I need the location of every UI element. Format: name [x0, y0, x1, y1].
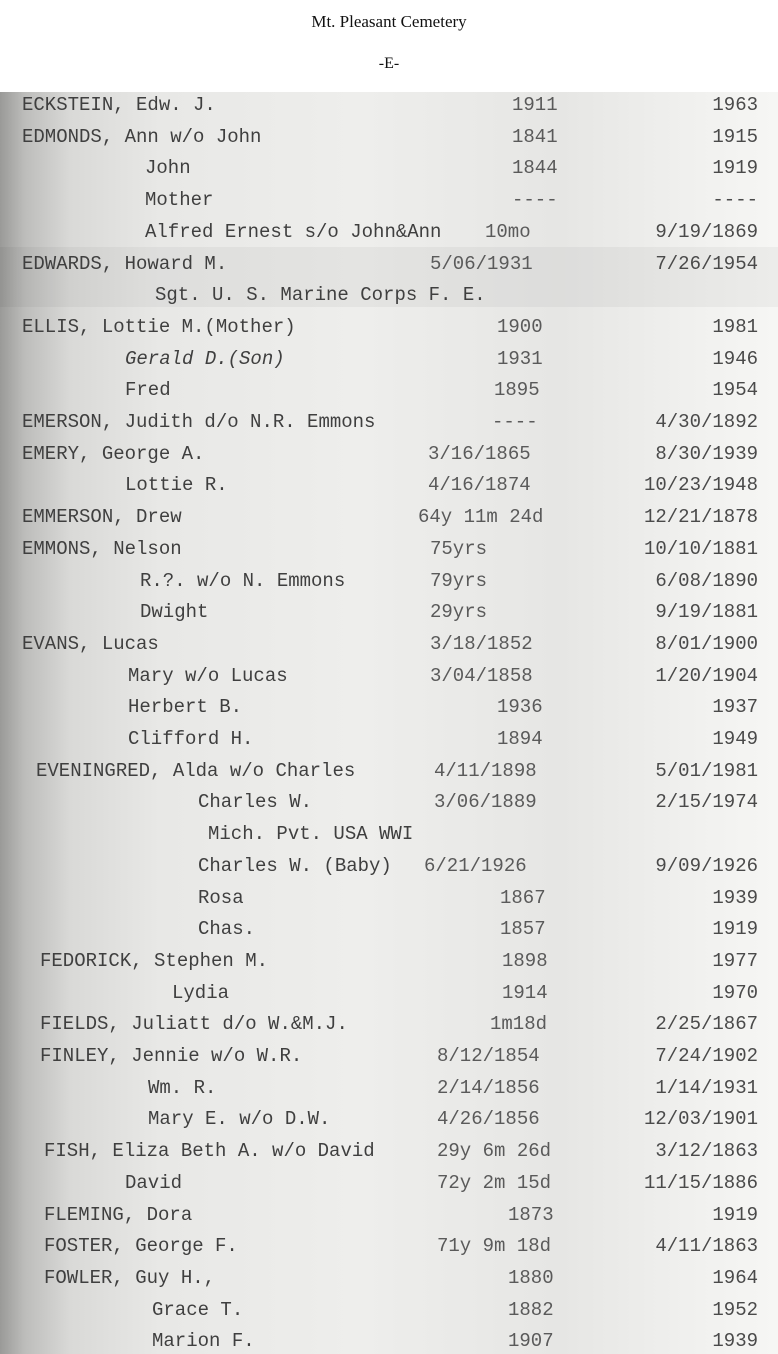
table-row [0, 791, 778, 821]
entry-name: EMERY, George A. [22, 442, 205, 465]
table-row [0, 253, 778, 283]
entry-died: 10/10/1881 [643, 537, 758, 560]
entry-died: 2/25/1867 [655, 1013, 758, 1036]
entry-born: 79yrs [430, 569, 488, 592]
entry-name: Mary E. w/o D.W. [148, 1108, 331, 1131]
table-row [0, 1013, 778, 1043]
table-row [0, 823, 778, 853]
entry-name: Clifford H. [128, 728, 254, 750]
entry-name: Grace T. [152, 1298, 244, 1321]
table-row [0, 982, 778, 1012]
entry-born: 1841 [512, 125, 558, 148]
page-header [0, 0, 778, 92]
table-row [0, 189, 778, 219]
table-row [0, 316, 778, 346]
entry-died: 9/19/1881 [655, 601, 758, 624]
table-row [0, 538, 778, 568]
entry-died: 1952 [712, 1298, 758, 1321]
section-letter: -E- [378, 55, 400, 72]
entry-name: FOWLER, Guy H., [44, 1266, 216, 1289]
entry-died: 12/03/1901 [643, 1108, 758, 1131]
entry-name: Dwight [140, 601, 209, 624]
table-row [0, 1045, 778, 1075]
entry-born: 1900 [497, 315, 543, 338]
entry-born: 5/06/1931 [430, 252, 533, 275]
entry-died: 1964 [712, 1266, 758, 1289]
entry-died: 1919 [712, 918, 758, 941]
table-row [0, 411, 778, 441]
entry-name: Alfred Ernest s/o John&Ann [145, 220, 442, 243]
entry-born: 10mo [485, 220, 531, 243]
entry-born: 1m18d [490, 1013, 548, 1036]
entry-name: David [125, 1171, 183, 1194]
entry-born: 75yrs [430, 537, 488, 560]
table-row [0, 601, 778, 631]
entry-born: 1931 [497, 347, 543, 370]
entry-born: 1844 [512, 157, 558, 180]
entry-died: 9/19/1869 [655, 220, 758, 243]
entry-born: 72y 2m 15d [437, 1171, 552, 1194]
entry-name: Sgt. U. S. Marine Corps F. E. [155, 284, 486, 307]
entry-name: R.?. w/o N. Emmons [140, 569, 346, 592]
entry-died: 5/01/1981 [655, 759, 758, 782]
entry-born: 1911 [512, 94, 558, 116]
entry-name: Gerald D.(Son) [125, 347, 285, 370]
table-row [0, 918, 778, 948]
entry-died: 1939 [712, 886, 758, 909]
table-row [0, 760, 778, 790]
entry-name: EMMERSON, Drew [22, 506, 182, 529]
entry-died: 1949 [712, 728, 758, 750]
cemetery-record-sheet [0, 92, 778, 1354]
table-row [0, 221, 778, 251]
entry-name: EVANS, Lucas [22, 632, 159, 655]
entry-born: 3/04/1858 [430, 664, 533, 687]
entry-name: FEDORICK, Stephen M. [40, 949, 269, 972]
table-row [0, 506, 778, 536]
entry-died: 1915 [712, 125, 758, 148]
entry-name: ELLIS, Lottie M.(Mother) [22, 315, 296, 338]
entry-born: 4/16/1874 [428, 474, 531, 497]
entry-born: 3/16/1865 [428, 442, 531, 465]
entry-name: EVENINGRED, Alda w/o Charles [36, 759, 356, 782]
entry-name: ECKSTEIN, Edw. J. [22, 94, 216, 116]
entry-died: 8/01/1900 [655, 632, 758, 655]
entry-name: Lottie R. [125, 474, 228, 497]
entry-died: 1946 [712, 347, 758, 370]
table-row [0, 728, 778, 758]
entry-died: 1977 [712, 949, 758, 972]
entry-born: 1907 [508, 1330, 554, 1353]
entry-born: 1936 [497, 696, 543, 719]
entry-died: 1963 [712, 94, 758, 116]
table-row [0, 443, 778, 473]
entry-name: Wm. R. [148, 1076, 217, 1099]
entry-name: Fred [125, 379, 171, 402]
entry-died: 8/30/1939 [655, 442, 758, 465]
table-row [0, 1330, 778, 1354]
entry-born: 71y 9m 18d [437, 1235, 552, 1258]
entry-name: Mich. Pvt. USA WWI [208, 823, 414, 846]
entry-died: 4/30/1892 [655, 411, 758, 433]
entry-died: 4/11/1863 [655, 1235, 758, 1258]
table-row [0, 1299, 778, 1329]
table-row [0, 570, 778, 600]
entry-name: Lydia [172, 981, 230, 1004]
table-row [0, 1077, 778, 1107]
table-row [0, 1267, 778, 1297]
table-row [0, 855, 778, 885]
entry-died: 1919 [712, 1203, 758, 1226]
entry-born: 1894 [497, 728, 543, 750]
entry-born: 29yrs [430, 601, 488, 624]
entry-name: Rosa [198, 886, 244, 909]
entry-born: 1882 [508, 1298, 554, 1321]
table-row [0, 633, 778, 663]
table-row [0, 157, 778, 187]
entry-name: FINLEY, Jennie w/o W.R. [40, 1045, 303, 1067]
entry-born: 1857 [500, 918, 546, 941]
table-row [0, 1108, 778, 1138]
entry-died: 12/21/1878 [643, 506, 758, 529]
entry-died: 1919 [712, 157, 758, 180]
entry-died: 10/23/1948 [643, 474, 758, 497]
entry-born: ---- [492, 411, 538, 433]
table-row [0, 1172, 778, 1202]
entry-name: Charles W. (Baby) [198, 854, 392, 877]
entry-name: Mary w/o Lucas [128, 664, 288, 687]
entry-died: ---- [712, 189, 758, 212]
entry-name: Charles W. [198, 791, 313, 814]
entry-name: EDMONDS, Ann w/o John [22, 125, 262, 148]
entry-name: EDWARDS, Howard M. [22, 252, 228, 275]
entry-born: 1895 [494, 379, 540, 402]
table-row [0, 284, 778, 314]
table-row [0, 950, 778, 980]
entry-born: 4/11/1898 [434, 759, 537, 782]
entry-died: 6/08/1890 [655, 569, 758, 592]
table-row [0, 665, 778, 695]
table-row [0, 1140, 778, 1170]
table-row [0, 887, 778, 917]
entry-died: 3/12/1863 [655, 1140, 758, 1163]
entry-died: 1970 [712, 981, 758, 1004]
entry-born: 1867 [500, 886, 546, 909]
entry-born: 1914 [502, 981, 548, 1004]
entry-born: 64y 11m 24d [418, 506, 544, 529]
entry-born: 1898 [502, 949, 548, 972]
entry-name: FLEMING, Dora [44, 1203, 193, 1226]
table-row [0, 474, 778, 504]
table-row [0, 348, 778, 378]
entry-died: 7/26/1954 [655, 252, 758, 275]
entry-died: 9/09/1926 [655, 854, 758, 877]
table-row [0, 1235, 778, 1265]
entry-died: 1/20/1904 [655, 664, 758, 687]
table-row [0, 696, 778, 726]
entry-born: 1880 [508, 1266, 554, 1289]
entry-name: FIELDS, Juliatt d/o W.&M.J. [40, 1013, 348, 1036]
entry-born: 4/26/1856 [437, 1108, 540, 1131]
entry-born: 8/12/1854 [437, 1045, 540, 1067]
entry-name: Herbert B. [128, 696, 243, 719]
entry-died: 1939 [712, 1330, 758, 1353]
table-row [0, 126, 778, 156]
entry-name: EMMONS, Nelson [22, 537, 182, 560]
entry-died: 1981 [712, 315, 758, 338]
entry-died: 11/15/1886 [643, 1171, 758, 1194]
entry-died: 1937 [712, 696, 758, 719]
entry-born: 3/18/1852 [430, 632, 533, 655]
page-title: Mt. Pleasant Cemetery [311, 12, 467, 31]
entry-name: FOSTER, George F. [44, 1235, 238, 1258]
entry-name: Marion F. [152, 1330, 255, 1353]
entry-born: 1873 [508, 1203, 554, 1226]
entry-name: Mother [145, 189, 214, 212]
entry-born: 29y 6m 26d [437, 1140, 552, 1163]
entry-name: EMERSON, Judith d/o N.R. Emmons [22, 411, 376, 433]
entry-born: 2/14/1856 [437, 1076, 540, 1099]
entry-died: 7/24/1902 [655, 1045, 758, 1067]
entry-born: 6/21/1926 [424, 854, 527, 877]
table-row [0, 94, 778, 124]
entry-died: 2/15/1974 [655, 791, 758, 814]
entry-name: John [145, 157, 191, 180]
entry-name: FISH, Eliza Beth A. w/o David [44, 1140, 375, 1163]
entry-died: 1954 [712, 379, 758, 402]
entry-born: 3/06/1889 [434, 791, 537, 814]
entry-died: 1/14/1931 [655, 1076, 758, 1099]
table-row [0, 379, 778, 409]
table-row [0, 1204, 778, 1234]
entry-name: Chas. [198, 918, 256, 941]
entry-born: ---- [512, 189, 558, 212]
